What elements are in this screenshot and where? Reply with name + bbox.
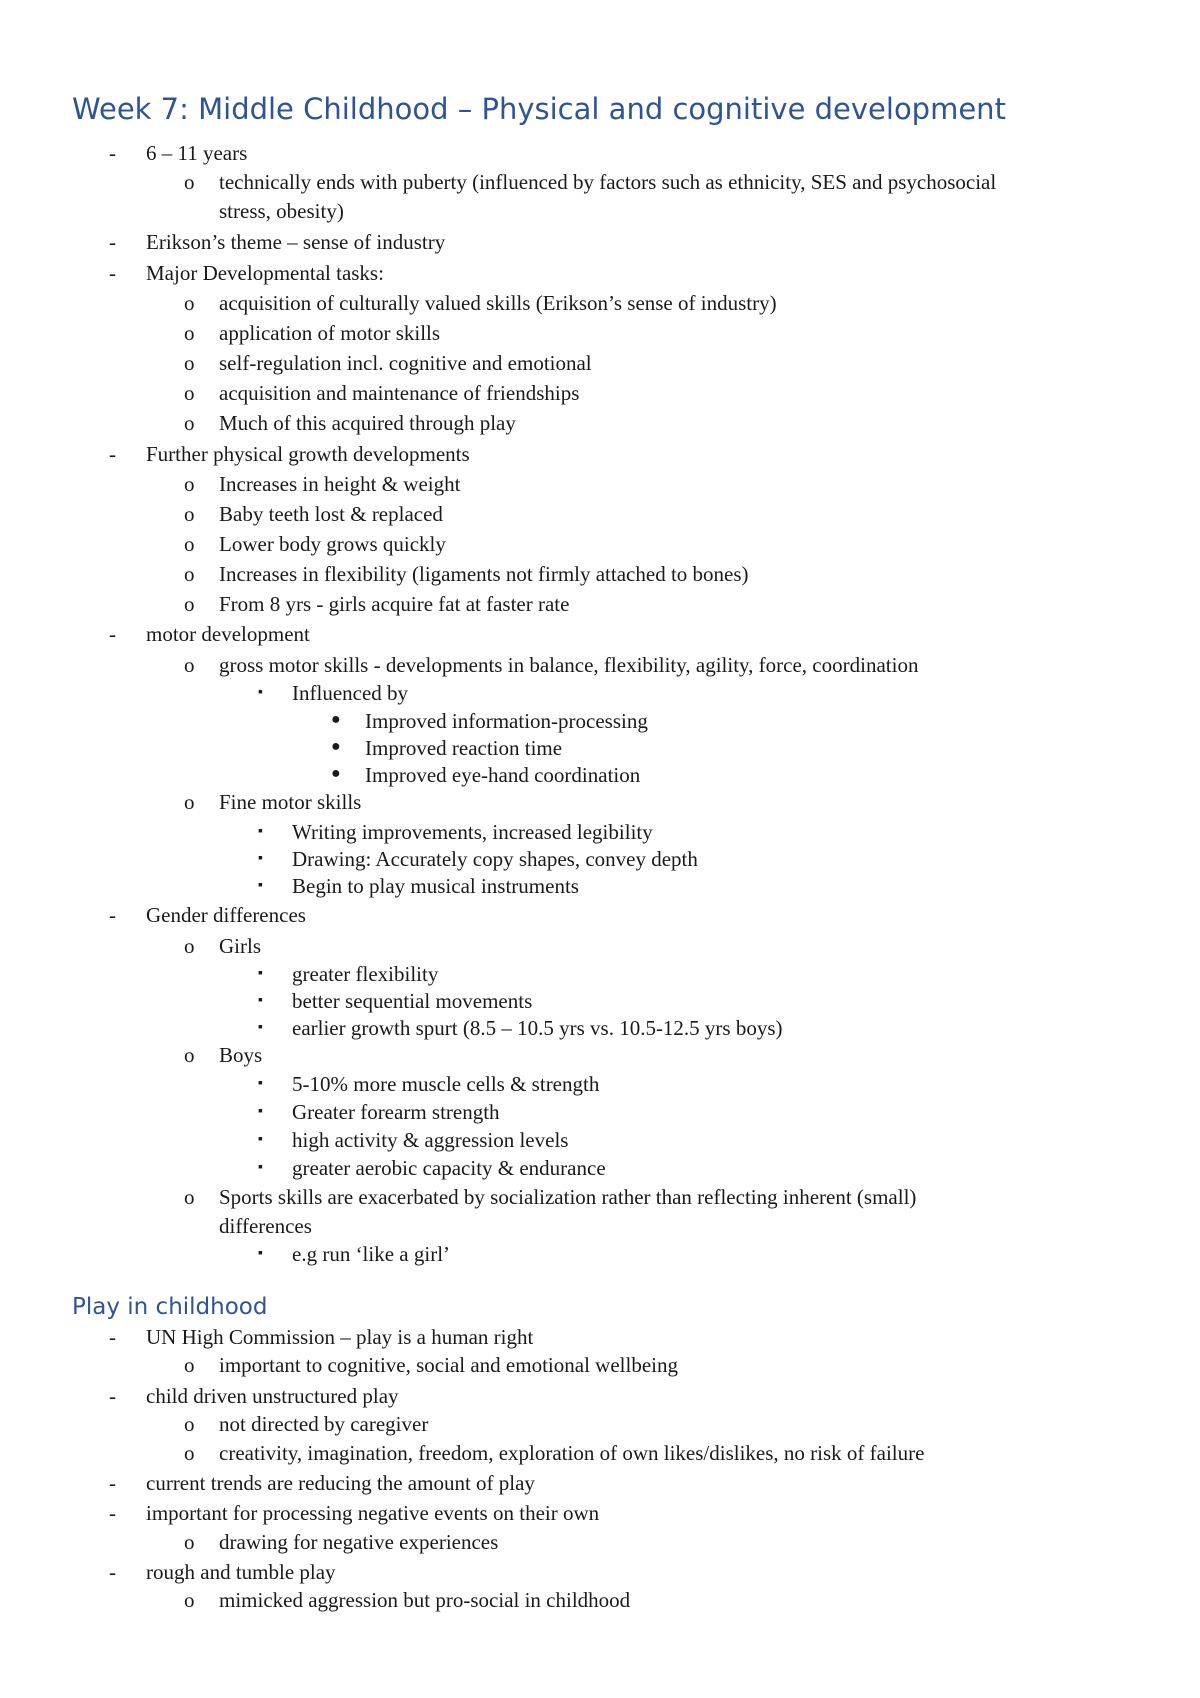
circle-marker: o	[184, 1588, 195, 1612]
circle-marker: o	[184, 351, 195, 375]
dash-marker: -	[109, 1325, 116, 1349]
list-item-text: Erikson’s theme – sense of industry	[146, 230, 446, 254]
section2-list-item-level-2	[184, 1530, 499, 1554]
dash-marker: -	[109, 1501, 116, 1525]
list-item-text: technically ends with puberty (influenced by factors such as ethnicity, SES and psychosocial	[219, 170, 997, 194]
section1-list-item-level-3	[258, 1072, 600, 1096]
list-item-text: e.g run ‘like a girl’	[292, 1242, 451, 1266]
section1-list-item-level-1	[109, 622, 310, 646]
list-item-text: differences	[219, 1214, 312, 1238]
list-item-text: Writing improvements, increased legibility	[292, 820, 653, 844]
list-item-text: Influenced by	[292, 681, 409, 705]
list-item-text: acquisition of culturally valued skills (Erikson’s sense of industry)	[219, 291, 777, 315]
list-item-text: not directed by caregiver	[219, 1412, 429, 1436]
circle-marker: o	[184, 592, 195, 616]
list-item-text: Girls	[219, 934, 261, 958]
circle-marker: o	[184, 1412, 195, 1436]
square-bullet-icon: ▪	[258, 824, 263, 839]
circle-marker: o	[184, 472, 195, 496]
circle-marker: o	[184, 562, 195, 586]
list-item-text: 6 – 11 years	[146, 141, 248, 165]
list-item-text: Improved eye-hand coordination	[365, 763, 641, 787]
section2-list-item-level-1	[109, 1384, 399, 1408]
list-item-text: Lower body grows quickly	[219, 532, 446, 556]
section1-list-item-level-3	[258, 962, 439, 986]
section1-list-item-level-2	[184, 472, 461, 496]
circle-marker: o	[184, 411, 195, 435]
section1-list-item-level-3	[258, 1156, 606, 1180]
square-bullet-icon: ▪	[258, 1020, 263, 1035]
section1-list-item-level-3	[258, 1128, 569, 1152]
section1-list-item-level-2	[184, 170, 997, 194]
circle-marker: o	[184, 1043, 195, 1067]
list-item-text: creativity, imagination, freedom, exploration of own likes/dislikes, no risk of failure	[219, 1441, 925, 1465]
section1-list-item-level-2	[184, 411, 516, 435]
list-item-text: Improved information-processing	[365, 709, 648, 733]
section1-list-item-level-1	[109, 141, 248, 165]
page-title: Week 7: Middle Childhood – Physical and cognitive development	[72, 92, 1006, 126]
list-item-text: Begin to play musical instruments	[292, 874, 579, 898]
section1-list-item-level-2	[184, 562, 749, 586]
dash-marker: -	[109, 1384, 116, 1408]
list-item-text: UN High Commission – play is a human right	[146, 1325, 534, 1349]
list-item-text: greater aerobic capacity & endurance	[292, 1156, 606, 1180]
list-item-text: Improved reaction time	[365, 736, 563, 760]
circle-marker: o	[184, 1353, 195, 1377]
circle-marker: o	[184, 291, 195, 315]
section1-list-item-level-3	[258, 1016, 783, 1040]
circle-marker: o	[184, 532, 195, 556]
list-item-text: current trends are reducing the amount of play	[146, 1471, 535, 1495]
square-bullet-icon: ▪	[258, 1104, 263, 1119]
list-item-text: acquisition and maintenance of friendships	[219, 381, 580, 405]
square-bullet-icon: ▪	[258, 993, 263, 1008]
dash-marker: -	[109, 141, 116, 165]
section1-list-item-level-2	[219, 1216, 312, 1237]
list-item-text: Baby teeth lost & replaced	[219, 502, 443, 526]
section1-list-item-level-2	[184, 381, 580, 405]
circle-marker: o	[184, 1441, 195, 1465]
list-item-text: Gender differences	[146, 903, 306, 927]
circle-marker: o	[184, 1530, 195, 1554]
section1-list-item-level-2	[184, 502, 443, 526]
section1-list-item-level-3	[258, 874, 579, 898]
section2-list-item-level-2	[184, 1441, 925, 1465]
circle-marker: o	[184, 934, 195, 958]
section1-list-item-level-3	[258, 989, 533, 1013]
section1-list-item-level-3	[258, 1100, 500, 1124]
section1-list-item-level-3	[258, 847, 698, 871]
section1-list-item-level-2	[184, 291, 777, 315]
bullet-icon: ●	[331, 765, 341, 782]
circle-marker: o	[184, 790, 195, 814]
list-item-text: rough and tumble play	[146, 1560, 336, 1584]
list-item-text: important to cognitive, social and emotional wellbeing	[219, 1353, 678, 1377]
list-item-text: Drawing: Accurately copy shapes, convey depth	[292, 847, 698, 871]
list-item-text: Increases in height & weight	[219, 472, 461, 496]
dash-marker: -	[109, 230, 116, 254]
square-bullet-icon: ▪	[258, 1246, 263, 1261]
section1-list-item-level-1	[109, 261, 384, 285]
circle-marker: o	[184, 170, 195, 194]
square-bullet-icon: ▪	[258, 685, 263, 700]
section1-list-item-level-1	[109, 442, 470, 466]
section1-list-item-level-2	[184, 592, 570, 616]
list-item-text: earlier growth spurt (8.5 – 10.5 yrs vs. 10.5-12.5 yrs boys)	[292, 1016, 783, 1040]
dash-marker: -	[109, 1560, 116, 1584]
section1-list-item-level-3	[258, 681, 409, 705]
section2-list-item-level-2	[184, 1412, 429, 1436]
square-bullet-icon: ▪	[258, 878, 263, 893]
square-bullet-icon: ▪	[258, 851, 263, 866]
list-item-text: mimicked aggression but pro-social in childhood	[219, 1588, 631, 1612]
section2-list-item-level-1	[109, 1501, 600, 1525]
section1-list-item-level-2	[219, 201, 344, 222]
square-bullet-icon: ▪	[258, 1132, 263, 1147]
dash-marker: -	[109, 442, 116, 466]
section-heading-play: Play in childhood	[72, 1294, 268, 1320]
circle-marker: o	[184, 381, 195, 405]
list-item-text: From 8 yrs - girls acquire fat at faster rate	[219, 592, 570, 616]
section1-list-item-level-3	[258, 820, 653, 844]
section2-list-item-level-1	[109, 1471, 535, 1495]
section2-list-item-level-1	[109, 1560, 336, 1584]
list-item-text: Sports skills are exacerbated by socialization rather than reflecting inherent (small)	[219, 1185, 917, 1209]
list-item-text: high activity & aggression levels	[292, 1128, 569, 1152]
circle-marker: o	[184, 1185, 195, 1209]
list-item-text: drawing for negative experiences	[219, 1530, 499, 1554]
list-item-text: 5-10% more muscle cells & strength	[292, 1072, 600, 1096]
list-item-text: Boys	[219, 1043, 263, 1067]
square-bullet-icon: ▪	[258, 1160, 263, 1175]
list-item-text: stress, obesity)	[219, 199, 344, 223]
section1-list-item-level-2	[184, 1043, 263, 1067]
list-item-text: better sequential movements	[292, 989, 533, 1013]
list-item-text: gross motor skills - developments in balance, flexibility, agility, force, coordination	[219, 653, 919, 677]
section2-list-item-level-2	[184, 1353, 678, 1377]
section1-list-item-level-1	[109, 230, 446, 254]
circle-marker: o	[184, 321, 195, 345]
list-item-text: Greater forearm strength	[292, 1100, 500, 1124]
list-item-text: Further physical growth developments	[146, 442, 470, 466]
list-item-text: Much of this acquired through play	[219, 411, 516, 435]
list-item-text: Major Developmental tasks:	[146, 261, 384, 285]
section1-list-item-level-3	[258, 1242, 451, 1266]
circle-marker: o	[184, 653, 195, 677]
section1-list-item-level-2	[184, 1185, 917, 1209]
section1-list-item-level-4	[331, 709, 648, 733]
section2-list-item-level-2	[184, 1588, 631, 1612]
section1-list-item-level-4	[331, 763, 641, 787]
list-item-text: greater flexibility	[292, 962, 439, 986]
list-item-text: motor development	[146, 622, 310, 646]
bullet-icon: ●	[331, 711, 341, 728]
bullet-icon: ●	[331, 738, 341, 755]
section1-list-item-level-2	[184, 532, 446, 556]
list-item-text: self-regulation incl. cognitive and emotional	[219, 351, 592, 375]
section1-list-item-level-2	[184, 653, 919, 677]
list-item-text: application of motor skills	[219, 321, 441, 345]
dash-marker: -	[109, 261, 116, 285]
square-bullet-icon: ▪	[258, 966, 263, 981]
list-item-text: child driven unstructured play	[146, 1384, 399, 1408]
section1-list-item-level-1	[109, 903, 306, 927]
dash-marker: -	[109, 1471, 116, 1495]
section1-list-item-level-2	[184, 321, 441, 345]
section2-list-item-level-1	[109, 1325, 534, 1349]
square-bullet-icon: ▪	[258, 1076, 263, 1091]
section1-list-item-level-2	[184, 351, 592, 375]
section1-list-item-level-4	[331, 736, 563, 760]
list-item-text: Fine motor skills	[219, 790, 362, 814]
dash-marker: -	[109, 622, 116, 646]
section1-list-item-level-2	[184, 934, 261, 958]
circle-marker: o	[184, 502, 195, 526]
dash-marker: -	[109, 903, 116, 927]
list-item-text: important for processing negative events on their own	[146, 1501, 600, 1525]
list-item-text: Increases in flexibility (ligaments not firmly attached to bones)	[219, 562, 749, 586]
section1-list-item-level-2	[184, 790, 362, 814]
